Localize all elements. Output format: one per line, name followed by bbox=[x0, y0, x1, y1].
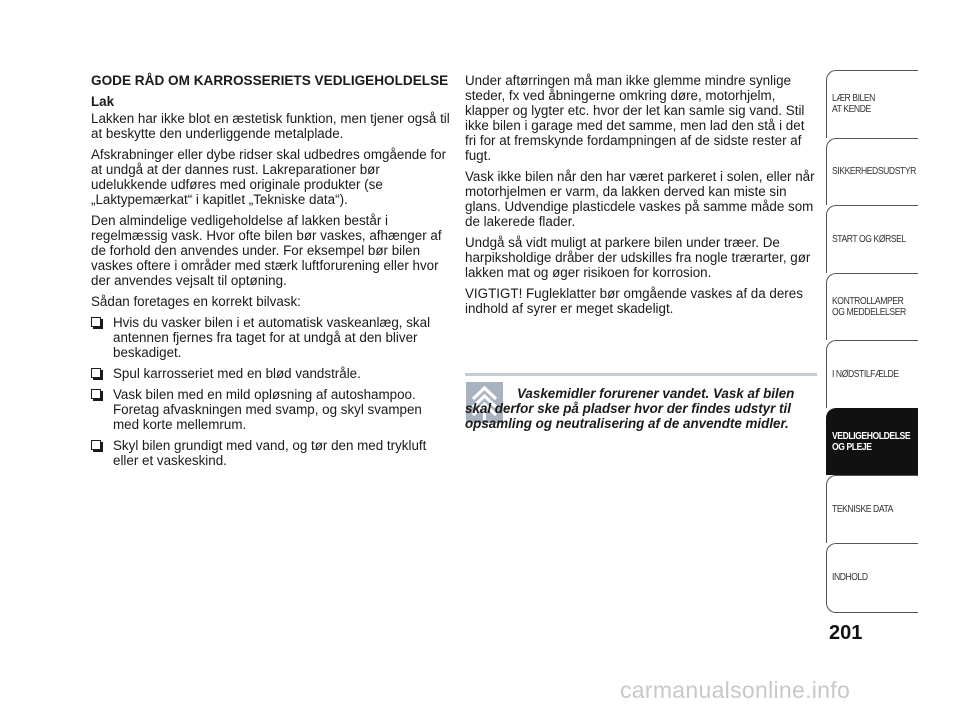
list-item-text: Skyl bilen grundigt med vand, og tør den med trykluft eller et vaskeskind. bbox=[113, 438, 427, 468]
tab-kontrollamper[interactable] bbox=[826, 273, 918, 341]
right-column bbox=[465, 73, 815, 322]
tab-start-og-korsel[interactable] bbox=[826, 205, 918, 273]
section-heading: GODE RÅD OM KARROSSERIETS VEDLIGEHOLDELSE bbox=[91, 73, 449, 88]
list-item bbox=[91, 315, 451, 360]
page-number: 201 bbox=[829, 622, 863, 644]
paragraph: VIGTIGT! Fugleklatter bør omgående vaskes af da deres indhold af syrer er meget skadeligt. bbox=[465, 286, 803, 316]
tab-label: KONTROLLAMPER OG MEDDELELSER bbox=[832, 295, 906, 318]
tab-label: LÆR BILEN AT KENDE bbox=[832, 93, 875, 116]
checkbox-bullet-icon bbox=[91, 317, 101, 327]
tab-label: SIKKERHEDSUDSTYR bbox=[832, 166, 916, 178]
environment-divider bbox=[465, 373, 817, 376]
chapter-tabs bbox=[826, 70, 918, 613]
list-item-text: Spul karrosseriet med en blød vandstråle. bbox=[113, 366, 361, 381]
paragraph: Den almindelige vedligeholdelse af lakken består i regelmæssig vask. Hvor ofte bilen bør vaskes, afhænger af de forhold den anvendes under. For eksempel bør bilen vaskes oftere i områder med stærk luftforurening eller hvor der anvendes vejsalt til optøning. bbox=[91, 213, 442, 288]
checkbox-bullet-icon bbox=[91, 440, 101, 450]
list-item bbox=[91, 438, 451, 468]
tab-label: TEKNISKE DATA bbox=[832, 503, 893, 515]
tab-tekniske-data[interactable] bbox=[826, 475, 918, 543]
paragraph: Lakken har ikke blot en æstetisk funktion, men tjener også til at beskytte den underliggende metalplade. bbox=[91, 111, 450, 141]
tab-sikkerhedsudstyr[interactable] bbox=[826, 138, 918, 206]
list-item-text: Hvis du vasker bilen i et automatisk vaskeanlæg, skal antennen fjernes fra taget for at undgå at den bliver beskadiget. bbox=[113, 315, 431, 360]
tab-label: INDHOLD bbox=[832, 572, 868, 583]
environment-note: Vaskemidler forurener vandet. Vask af bilen skal derfor ske på pladser hvor der findes udstyr til opsamling og neutralisering af de anvendte midler. bbox=[465, 386, 795, 431]
paragraph: Afskrabninger eller dybe ridser skal udbedres omgående for at undgå at der dannes rust. Lakreparationer bør udelukkende udføres med originale produkter (se „Laktypemærkat“ i kapitlet „Tekniske data“). bbox=[91, 147, 447, 207]
paragraph: Undgå så vidt muligt at parkere bilen under træer. De harpiksholdige dråber der udskilles fra nogle trærarter, gør lakken mat og øger risikoen for korrosion. bbox=[465, 235, 811, 280]
watermark: carmanualsonline.info bbox=[620, 677, 851, 703]
paragraph: Sådan foretages en korrekt bilvask: bbox=[91, 294, 301, 309]
checkbox-bullet-icon bbox=[91, 368, 101, 378]
tab-label: START OG KØRSEL bbox=[832, 233, 906, 245]
wash-steps-list bbox=[91, 315, 451, 468]
tab-label: I NØDSTILFÆLDE bbox=[832, 368, 899, 380]
tab-laer-bilen-at-kende[interactable] bbox=[826, 70, 918, 138]
tab-vedligeholdelse[interactable] bbox=[826, 408, 918, 476]
tab-indhold[interactable] bbox=[826, 543, 918, 613]
paragraph: Vask ikke bilen når den har været parkeret i solen, eller når motorhjelmen er varm, da lakken derved kan miste sin glans. Udvendige plasticdele vaskes på samme måde som de lakerede flader. bbox=[465, 169, 815, 229]
checkbox-bullet-icon bbox=[91, 389, 101, 399]
list-item bbox=[91, 366, 451, 381]
left-column bbox=[91, 73, 451, 474]
tab-label: VEDLIGEHOLDELSE OG PLEJE bbox=[832, 430, 911, 453]
list-item bbox=[91, 387, 451, 432]
subheading-lak: Lak bbox=[91, 94, 115, 109]
tab-i-nodstilfaelde[interactable] bbox=[826, 340, 918, 408]
paragraph: Under aftørringen må man ikke glemme mindre synlige steder, fx ved åbningerne omkring døre, motorhjelm, klapper og lygter etc. hvor der let kan samle sig vand. Stil ikke bilen i garage med det samme, men lad den stå i det fri for at fremskynde fordampningen af de sidste rester af fugt. bbox=[465, 73, 805, 163]
list-item-text: Vask bilen med en mild opløsning af autoshampoo. Foretag afvaskningen med svamp, og skyl svampen med korte mellemrum. bbox=[113, 387, 422, 432]
